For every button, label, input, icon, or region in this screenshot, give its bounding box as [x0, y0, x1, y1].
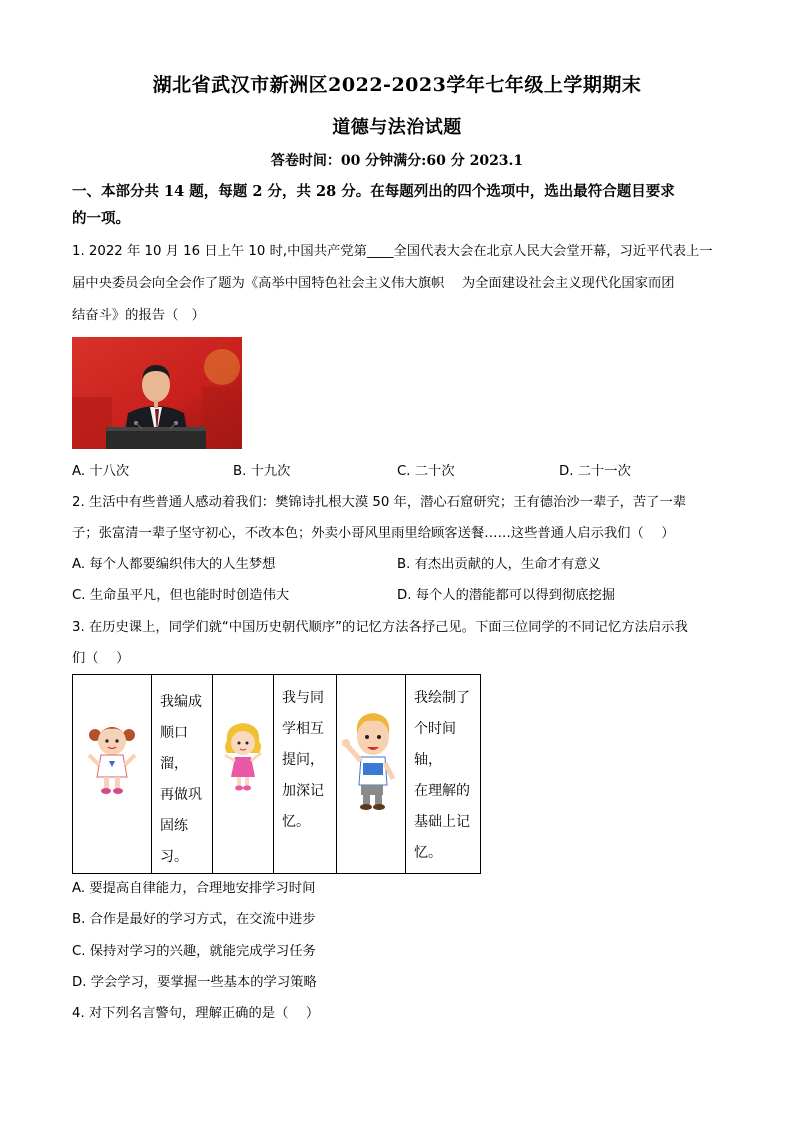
student3-line: 个时间轴， [414, 721, 456, 768]
q2-option-d: D. 每个人的潜能都可以得到彻底挖掘 [397, 588, 616, 603]
q4-stem-line1: 4. 对下列名言警句，理解正确的是（ ） [72, 1006, 320, 1021]
student1-line: 我编成 [160, 694, 202, 710]
student2-line: 忆。 [282, 814, 310, 830]
q3-method-table [72, 674, 481, 874]
student1-line: 固练习。 [160, 818, 188, 865]
student3-line: 在理解的 [414, 783, 470, 799]
student1-method-cell [152, 675, 213, 874]
q3-option-c: C. 保持对学习的兴趣，就能完成学习任务 [72, 944, 316, 959]
exam-info: 答卷时间：00 分钟满分:60 分 2023.1 [270, 153, 524, 169]
student1-method-text [152, 675, 212, 873]
student2-line: 我与同 [282, 690, 324, 706]
q3-stem-line2: 们（ ） [72, 651, 130, 666]
exam-subject: 道德与法治试题 [332, 117, 462, 138]
student1-picture-cell [73, 675, 152, 874]
student2-method-cell [274, 675, 337, 874]
q3-option-b: B. 合作是最好的学习方式，在交流中进步 [72, 912, 316, 927]
q1-photo [72, 337, 242, 449]
student2-line: 加深记 [282, 783, 324, 799]
q2-stem-line2: 子；张富清一辈子坚守初心，不改本色；外卖小哥风里雨里给顾客送餐……这些普通人启示我们（ ） [72, 526, 675, 541]
q1-option-a: A. 十八次 [72, 464, 130, 479]
student3-line: 我绘制了 [414, 690, 470, 706]
q2-option-c: C. 生命虽平凡，但也能时时创造伟大 [72, 588, 290, 603]
student2-picture-cell [213, 675, 274, 874]
q2-stem-line1: 2. 生活中有些普通人感动着我们：樊锦诗扎根大漠 50 年，潜心石窟研究；王有德治沙一辈子，苦了一辈 [72, 495, 687, 510]
q1-option-c: C. 二十次 [397, 464, 455, 479]
student3-line: 忆。 [414, 845, 442, 861]
q1-stem-line3: 结奋斗》的报告（ ） [72, 308, 205, 323]
student2-method-text [274, 675, 336, 838]
exam-title: 湖北省武汉市新洲区2022-2023学年七年级上学期期末 [152, 74, 642, 96]
student3-method-cell [406, 675, 481, 874]
q3-option-d: D. 学会学习，要掌握一些基本的学习策略 [72, 975, 317, 990]
q2-option-a: A. 每个人都要编织伟大的人生梦想 [72, 557, 276, 572]
q2-option-b: B. 有杰出贡献的人，生命才有意义 [397, 557, 601, 572]
congress-photo-illustration [72, 337, 242, 449]
student1-line: 顺口溜， [160, 725, 188, 772]
q1-option-d: D. 二十一次 [559, 464, 631, 479]
student3-line: 基础上记 [414, 814, 470, 830]
student2-line: 学相互 [282, 721, 324, 737]
girl-blonde-cartoon-icon [213, 675, 273, 840]
student1-line: 再做巩 [160, 787, 202, 803]
q3-stem-line1: 3. 在历史课上，同学们就“中国历史朝代顺序”的记忆方法各抒己见。下面三位同学的不同记忆方法启示我 [72, 620, 688, 635]
girl-cartoon-icon [73, 675, 151, 840]
q1-stem-line1: 1. 2022 年 10 月 16 日上午 10 时,中国共产党第____全国代表大会在北京人民大会堂开幕，习近平代表上一 [72, 244, 713, 259]
boy-cartoon-icon [337, 675, 405, 840]
q1-stem-line2: 届中央委员会向全会作了题为《高举中国特色社会主义伟大旗帜 为全面建设社会主义现代化国家而团 [72, 276, 675, 291]
q1-option-b: B. 十九次 [233, 464, 291, 479]
section-instruction-line2: 的一项。 [72, 210, 130, 227]
q3-option-a: A. 要提高自律能力，合理地安排学习时间 [72, 881, 316, 896]
student2-line: 提问， [282, 752, 324, 768]
section-instruction-line1: 一、本部分共 14 题，每题 2 分，共 28 分。在每题列出的四个选项中，选出最符合题目要求 [72, 183, 675, 200]
student3-method-text [406, 675, 480, 869]
student3-picture-cell [337, 675, 406, 874]
section-instruction [72, 178, 727, 232]
